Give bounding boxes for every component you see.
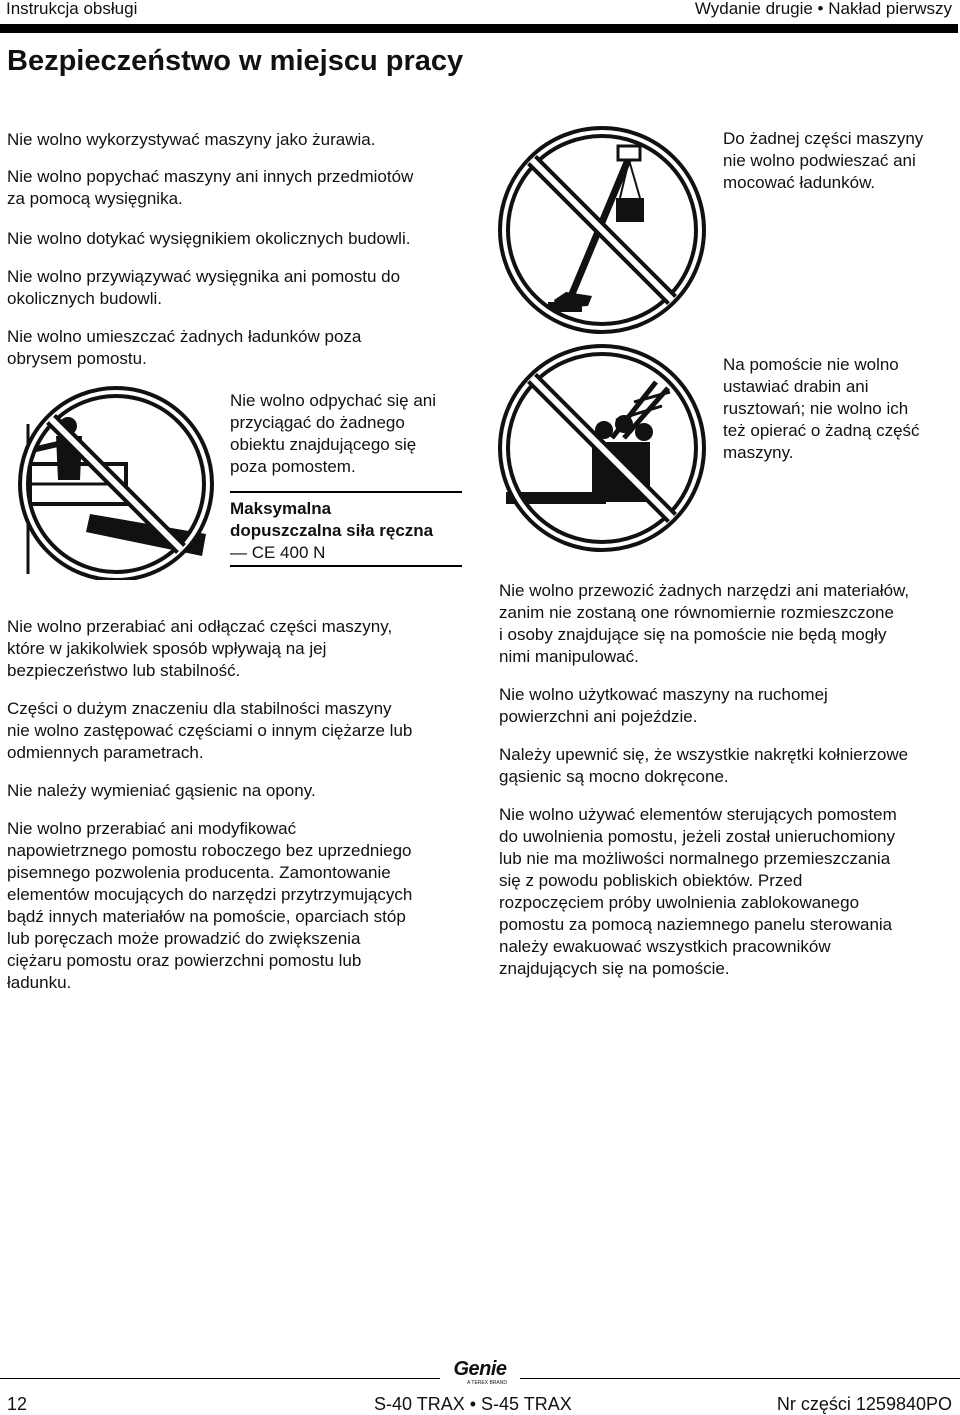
text-line: Części o dużym znaczeniu dla stabilności maszyny bbox=[7, 699, 392, 718]
page-title: Bezpieczeństwo w miejscu pracy bbox=[7, 45, 464, 77]
header-right: Wydanie drugie • Nakład pierwszy bbox=[694, 0, 952, 18]
text-line: należy ewakuować wszystkich pracowników bbox=[499, 937, 831, 956]
page-number: 12 bbox=[7, 1394, 28, 1414]
text-line: pisemnego pozwolenia producenta. Zamontowanie bbox=[7, 863, 391, 882]
max-force-rule-top bbox=[230, 491, 462, 493]
text-line: Nie wolno przerabiać ani odłączać części maszyny, bbox=[7, 617, 393, 636]
text-line: bądź innych materiałów na pomoście, oparciach stóp bbox=[7, 907, 406, 926]
text-line: ładunku. bbox=[7, 973, 72, 992]
paragraph-tools bbox=[499, 580, 957, 668]
footer-models: S-40 TRAX • S-45 TRAX bbox=[374, 1394, 572, 1414]
right-bottom-block bbox=[499, 580, 957, 980]
text-line: dopuszczalna siła ręczna bbox=[230, 521, 434, 540]
paragraph-stability bbox=[7, 698, 477, 764]
text-line: lub poręczach może prowadzić do zwiększenia bbox=[7, 929, 361, 948]
paragraph-push bbox=[7, 166, 413, 210]
text-line: za pomocą wysięgnika. bbox=[7, 189, 183, 208]
text-line: elementów mocujących do narzędzi przytrzymujących bbox=[7, 885, 413, 904]
left-bottom-block bbox=[7, 616, 477, 994]
paragraph-permission bbox=[7, 818, 477, 994]
text-line: powierzchni ani pojeździe. bbox=[499, 707, 698, 726]
text-line: Nie wolno użytkować maszyny na ruchomej bbox=[499, 685, 828, 704]
text-line: rusztowań; nie wolno ich bbox=[723, 399, 909, 418]
text-line: obrysem pomostu. bbox=[7, 349, 147, 368]
logo-tagline: A TEREX BRAND bbox=[467, 1380, 507, 1386]
text-line: się z powodu pobliskich obiektów. Przed bbox=[499, 871, 803, 890]
text-line: przyciągać do żadnego bbox=[230, 413, 405, 432]
paragraph-tie bbox=[7, 266, 400, 310]
paragraph-moving-surface bbox=[499, 684, 957, 728]
push-pull-text bbox=[230, 390, 436, 478]
no-pushing-illustration bbox=[10, 384, 222, 580]
paragraph-nuts bbox=[499, 744, 957, 788]
text-line: nie wolno zastępować częściami o innym ciężarze lub bbox=[7, 721, 413, 740]
text-line: okolicznych budowli. bbox=[7, 289, 162, 308]
footer-part-number: Nr części 1259840PO bbox=[776, 1394, 952, 1414]
text-line: Do żadnej części maszyny bbox=[723, 129, 924, 148]
text-line: ustawiać drabin ani bbox=[723, 377, 869, 396]
text-line: mocować ładunków. bbox=[723, 173, 876, 192]
text-line: nie wolno podwieszać ani bbox=[723, 151, 916, 170]
text-line: Maksymalna bbox=[230, 499, 332, 518]
no-suspended-load-illustration bbox=[496, 124, 708, 336]
text-line: Nie wolno przywiązywać wysięgnika ani pomostu do bbox=[7, 267, 401, 286]
logo-brand: Genie bbox=[453, 1358, 507, 1380]
paragraph-crane: Nie wolno wykorzystywać maszyny jako żurawia. bbox=[7, 130, 376, 149]
text-line: ciężaru pomostu oraz powierzchni pomostu lub bbox=[7, 951, 362, 970]
text-line: bezpieczeństwo lub stabilność. bbox=[7, 661, 241, 680]
paragraph-loads bbox=[7, 326, 361, 370]
text-line: odmiennych parametrach. bbox=[7, 743, 204, 762]
genie-logo bbox=[440, 1358, 520, 1388]
text-line: i osoby znajdujące się na pomoście nie będą mogły bbox=[499, 625, 887, 644]
text-line: pomostu za pomocą naziemnego panelu sterowania bbox=[499, 915, 893, 934]
text-line: Nie należy wymieniać gąsienic na opony. bbox=[7, 781, 316, 800]
paragraph-entrapment bbox=[499, 804, 957, 980]
text-line: Nie wolno popychać maszyny ani innych przedmiotów bbox=[7, 167, 414, 186]
header-rule bbox=[0, 24, 958, 33]
text-line: rozpoczęciem próby uwolnienia zablokowanego bbox=[499, 893, 860, 912]
no-ladders-illustration bbox=[496, 342, 708, 554]
text-line: obiektu znajdującego się bbox=[230, 435, 417, 454]
max-force-text bbox=[230, 498, 433, 564]
text-line: Nie wolno używać elementów sterujących pomostem bbox=[499, 805, 897, 824]
paragraph-tracks bbox=[7, 780, 477, 802]
text-line: Nie wolno przewozić żadnych narzędzi ani materiałów, bbox=[499, 581, 910, 600]
text-line: zanim nie zostaną one równomiernie rozmieszczone bbox=[499, 603, 894, 622]
text-line: Należy upewnić się, że wszystkie nakrętki kołnierzowe bbox=[499, 745, 909, 764]
text-line: Nie wolno umieszczać żadnych ładunków poza bbox=[7, 327, 362, 346]
text-line: — CE 400 N bbox=[230, 543, 326, 562]
ladders-text bbox=[723, 354, 920, 464]
text-line: nimi manipulować. bbox=[499, 647, 639, 666]
header-left: Instrukcja obsługi bbox=[6, 0, 138, 18]
text-line: poza pomostem. bbox=[230, 457, 356, 476]
text-line: znajdujących się na pomoście. bbox=[499, 959, 730, 978]
text-line: maszyny. bbox=[723, 443, 794, 462]
text-line: do uwolnienia pomostu, jeżeli został unieruchomiony bbox=[499, 827, 895, 846]
paragraph-modify bbox=[7, 616, 477, 682]
text-line: które w jakikolwiek sposób wpływają na jej bbox=[7, 639, 327, 658]
max-force-rule-bottom bbox=[230, 565, 462, 567]
text-line: napowietrznego pomostu roboczego bez uprzedniego bbox=[7, 841, 412, 860]
suspend-loads-text bbox=[723, 128, 923, 194]
paragraph-touch: Nie wolno dotykać wysięgnikiem okolicznych budowli. bbox=[7, 229, 411, 248]
text-line: gąsienic są mocno dokręcone. bbox=[499, 767, 729, 786]
text-line: Nie wolno odpychać się ani bbox=[230, 391, 437, 410]
text-line: Nie wolno przerabiać ani modyfikować bbox=[7, 819, 297, 838]
text-line: lub nie ma możliwości normalnego przemieszczania bbox=[499, 849, 891, 868]
text-line: Na pomoście nie wolno bbox=[723, 355, 899, 374]
text-line: też opierać o żadną część bbox=[723, 421, 920, 440]
